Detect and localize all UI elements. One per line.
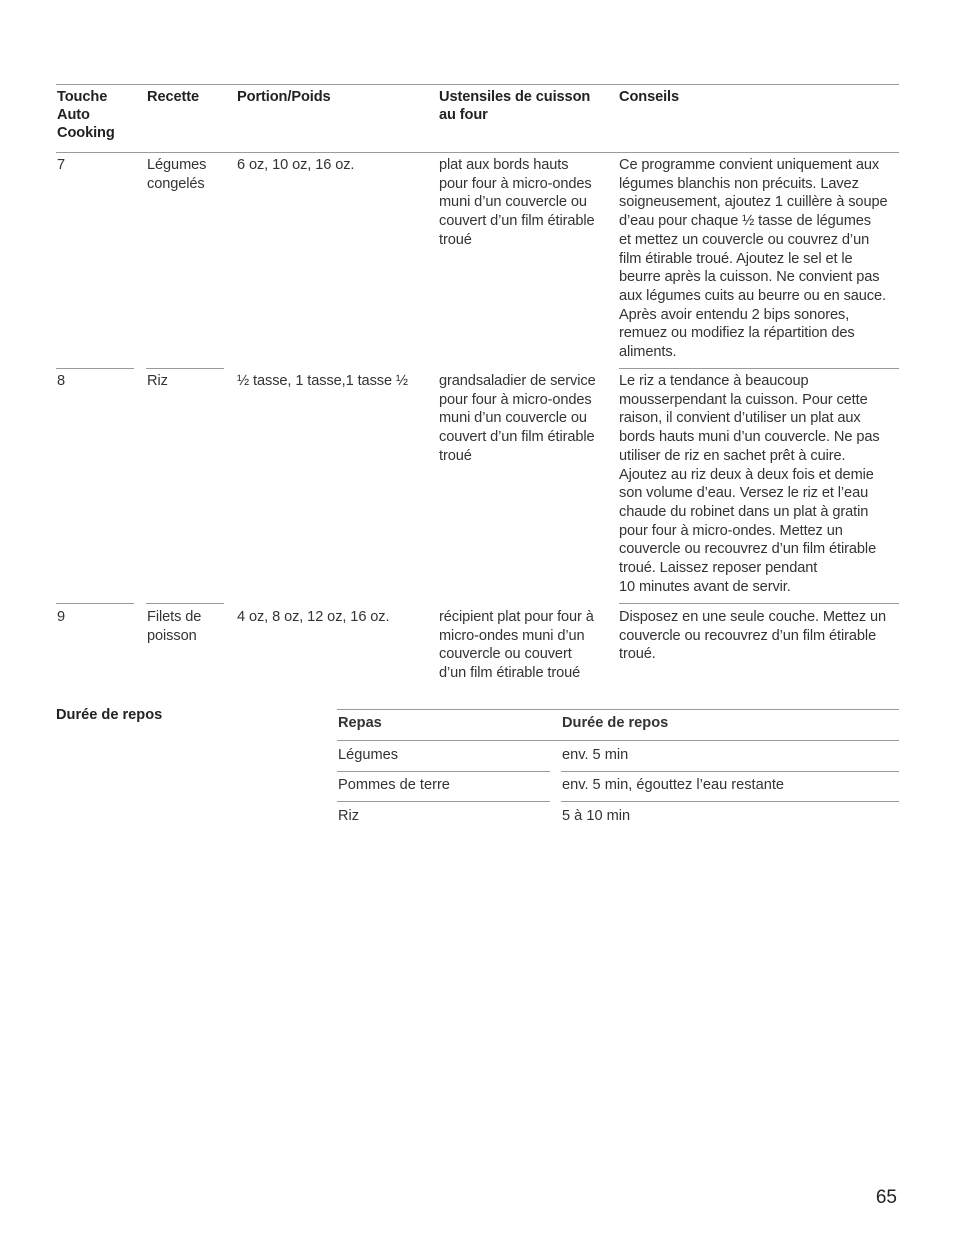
header-duree: Durée de repos: [562, 715, 669, 731]
cell-conseils: Le riz a tendance à beaucoup mousserpendant la cuisson. Pour cette raison, il convient d’utiliser un plat aux bords hauts muni d’un couvercle. Ne pas utiliser de riz en sachet prêt à cuire. Ajoutez au riz deux à deux fois et demie son volume d’eau. Versez le riz et l’eau chaude du robinet dans un plat à gratin pour four à micro-ondes. Mettez un couvercle ou recouvrez d’un film étirable troué. Laissez reposer pendant 10 minutes avant de servir.: [619, 373, 880, 595]
page-number: 65: [875, 1187, 897, 1208]
cell-touche: 7: [57, 157, 66, 173]
row-rule: [561, 801, 899, 802]
row-rule: [619, 603, 899, 604]
row-rule: [619, 368, 899, 369]
cell-ustensiles: grandsaladier de service pour four à micro-ondes muni d’un couvercle ou couvert d’un film étirable troué: [439, 373, 596, 464]
cell-duree: 5 à 10 min: [562, 808, 631, 824]
cell-recette: Filets de poisson: [147, 609, 202, 644]
row-rule: [337, 801, 550, 802]
cell-recette: Riz: [147, 373, 168, 389]
section-label-duree-de-repos: Durée de repos: [56, 707, 163, 723]
cell-portion: 6 oz, 10 oz, 16 oz.: [237, 157, 355, 173]
row-rule: [56, 603, 134, 604]
cell-repas: Pommes de terre: [338, 777, 450, 793]
row-rule: [337, 771, 550, 772]
cell-repas: Riz: [338, 808, 360, 824]
cell-conseils: Ce programme convient uniquement aux légumes blanchis non précuits. Lavez soigneusement, ajoutez 1 cuillère à soupe d’eau pour chaque ½ tasse de légumes et mettez un couvercle ou couvrez d’un film étirable troué. Ajoutez le sel et le beurre après la cuisson. Ne convient pas aux légumes cuits au beurre ou en sauce. Après avoir entendu 2 bips sonores, remuez ou modifiez la répartition des aliments.: [619, 157, 888, 361]
header-recette: Recette: [147, 89, 200, 105]
cell-ustensiles: plat aux bords hauts pour four à micro-ondes muni d’un couvercle ou couvert d’un film étirable troué: [439, 157, 595, 248]
cell-touche: 9: [57, 609, 66, 625]
header-bottom-rule: [56, 152, 899, 153]
cell-duree: env. 5 min: [562, 747, 629, 763]
table-top-rule: [56, 84, 899, 85]
cell-conseils: Disposez en une seule couche. Mettez un couvercle ou recouvrez d’un film étirable troué.: [619, 609, 887, 663]
header-portion: Portion/Poids: [237, 89, 331, 105]
cell-recette: Légumes congelés: [147, 157, 207, 192]
table-top-rule: [337, 709, 899, 710]
row-rule: [561, 771, 899, 772]
header-touche: Touche Auto Cooking: [57, 89, 115, 141]
cell-duree: env. 5 min, égouttez l’eau restante: [562, 777, 785, 793]
header-conseils: Conseils: [619, 89, 680, 105]
cell-repas: Légumes: [338, 747, 399, 763]
cell-portion: 4 oz, 8 oz, 12 oz, 16 oz.: [237, 609, 390, 625]
cell-ustensiles: récipient plat pour four à micro-ondes muni d’un couvercle ou couvert d’un film étirable troué: [439, 609, 594, 682]
header-repas: Repas: [338, 715, 382, 731]
cell-portion: ½ tasse, 1 tasse,1 tasse ½: [237, 373, 409, 389]
row-rule: [56, 368, 134, 369]
row-rule: [146, 603, 224, 604]
header-bottom-rule: [337, 740, 899, 741]
row-rule: [146, 368, 224, 369]
header-ustensiles: Ustensiles de cuisson au four: [439, 89, 591, 123]
cell-touche: 8: [57, 373, 66, 389]
